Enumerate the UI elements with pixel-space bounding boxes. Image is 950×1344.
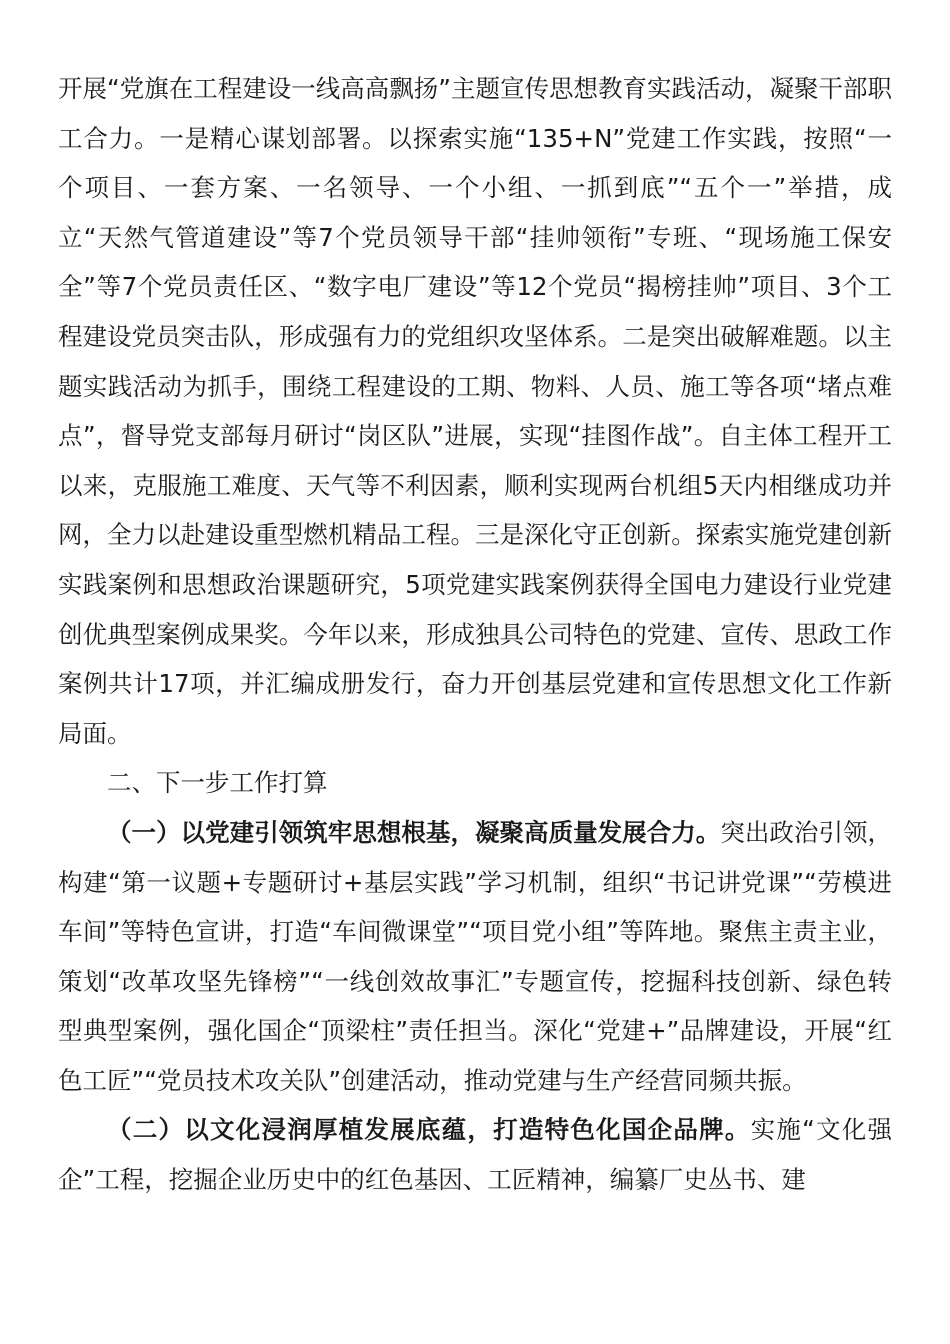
item-2-heading: （二）以文化浸润厚植发展底蕴，打造特色化国企品牌。	[107, 1115, 751, 1145]
item-1-heading: （一）以党建引领筑牢思想根基，凝聚高质量发展合力。	[107, 817, 721, 847]
body-paragraph: 开展“党旗在工程建设一线高高飘扬”主题宣传思想教育实践活动，凝聚干部职工合力。一是精心谋划部署。以探索实施“135+N”党建工作实践，按照“一个项目、一套方案、一名领导、一个小组、一抓到底”“五个一”举措，成立“天然气管道建设”等7个党员领导干部“挂帅领衔”专班、“现场施工保安全”等7个党员责任区、“数字电厂建设”等12个党员“揭榜挂帅”项目、3个工程建设党员突击队，形成强有力的党组织攻坚体系。二是突出破解难题。以主题实践活动为抓手，围绕工程建设的工期、物料、人员、施工等各项“堵点难点”，督导党支部每月研讨“岗区队”进展，实现“挂图作战”。自主体工程开工以来，克服施工难度、天气等不利因素，顺利实现两台机组5天内相继成功并网，全力以赴建设重型燃机精品工程。三是深化守正创新。探索实施党建创新实践案例和思想政治课题研究，5项党建实践案例获得全国电力建设行业党建创优典型案例成果奖。今年以来，形成独具公司特色的党建、宣传、思政工作案例共计17项，并汇编成册发行，奋力开创基层党建和宣传思想文化工作新局面。	[58, 74, 892, 748]
item-1-body: 突出政治引领，构建“第一议题+专题研讨+基层实践”学习机制，组织“书记讲党课”“劳模进车间”等特色宣讲，打造“车间微课堂”“项目党小组”等阵地。聚焦主责主业，策划“改革攻坚先锋榜”“一线创效故事汇”专题宣传，挖掘科技创新、绿色转型典型案例，强化国企“顶梁柱”责任担当。深化“党建+”品牌建设，开展“红色工匠”“党员技术攻关队”创建活动，推动党建与生产经营同频共振。	[58, 817, 893, 1095]
section-heading: 二、下一步工作打算	[107, 768, 328, 798]
body-paragraph-item-1	[58, 808, 892, 1106]
item-2-body: 实施“文化强企”工程，挖掘企业历史中的红色基因、工匠精神，编纂厂史丛书、建	[58, 1115, 892, 1195]
body-paragraph-item-2	[58, 1105, 892, 1204]
document-body	[58, 64, 892, 1205]
